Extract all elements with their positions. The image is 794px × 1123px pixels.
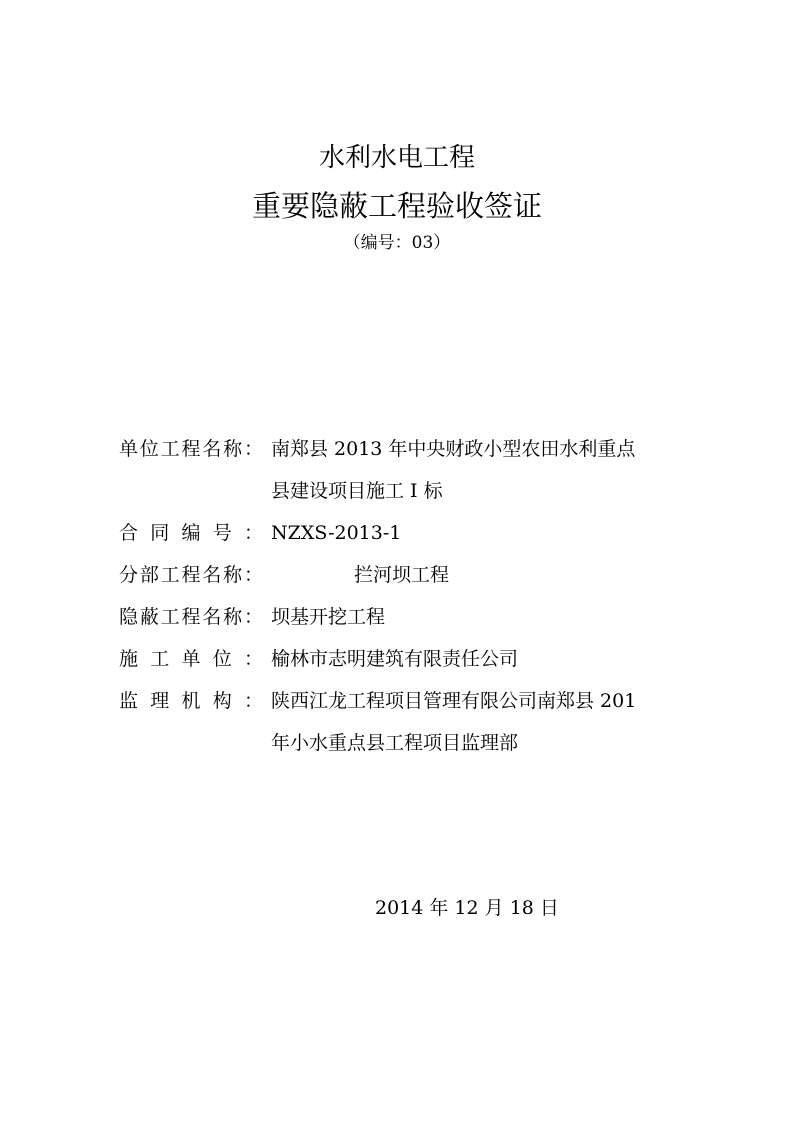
field-value-contract-no: NZXS-2013-1: [271, 522, 402, 544]
field-label-supervisor: 监 理 机 构 ：: [119, 690, 263, 712]
field-label-contract-no: 合 同 编 号 ：: [119, 522, 263, 544]
field-value-contractor: 榆林市志明建筑有限责任公司: [271, 648, 519, 670]
field-value-unit-project-cont: 县建设项目施工 I 标: [271, 480, 443, 502]
document-subtitle: 重要隐蔽工程验收签证: [251, 189, 542, 223]
field-label-unit-project: 单 位 工 程 名 称 ：: [119, 438, 263, 460]
document-serial-number: （编号：03）: [343, 233, 451, 253]
document-date: 2014 年 12 月 18 日: [375, 897, 559, 919]
field-label-sub-project: 分 部 工 程 名 称 ：: [119, 564, 263, 586]
field-value-hidden-project: 坝基开挖工程: [271, 606, 386, 628]
field-label-contractor: 施 工 单 位 ：: [119, 648, 263, 670]
field-value-supervisor: 陕西江龙工程项目管理有限公司南郑县 201: [271, 690, 637, 712]
field-value-supervisor-cont: 年小水重点县工程项目监理部: [271, 732, 519, 754]
field-value-unit-project: 南郑县 2013 年中央财政小型农田水利重点: [271, 438, 636, 460]
field-value-sub-project: 拦河坝工程: [354, 564, 450, 586]
field-label-hidden-project: 隐 蔽 工 程 名 称 ：: [119, 606, 263, 628]
document-title: 水利水电工程: [318, 143, 475, 173]
